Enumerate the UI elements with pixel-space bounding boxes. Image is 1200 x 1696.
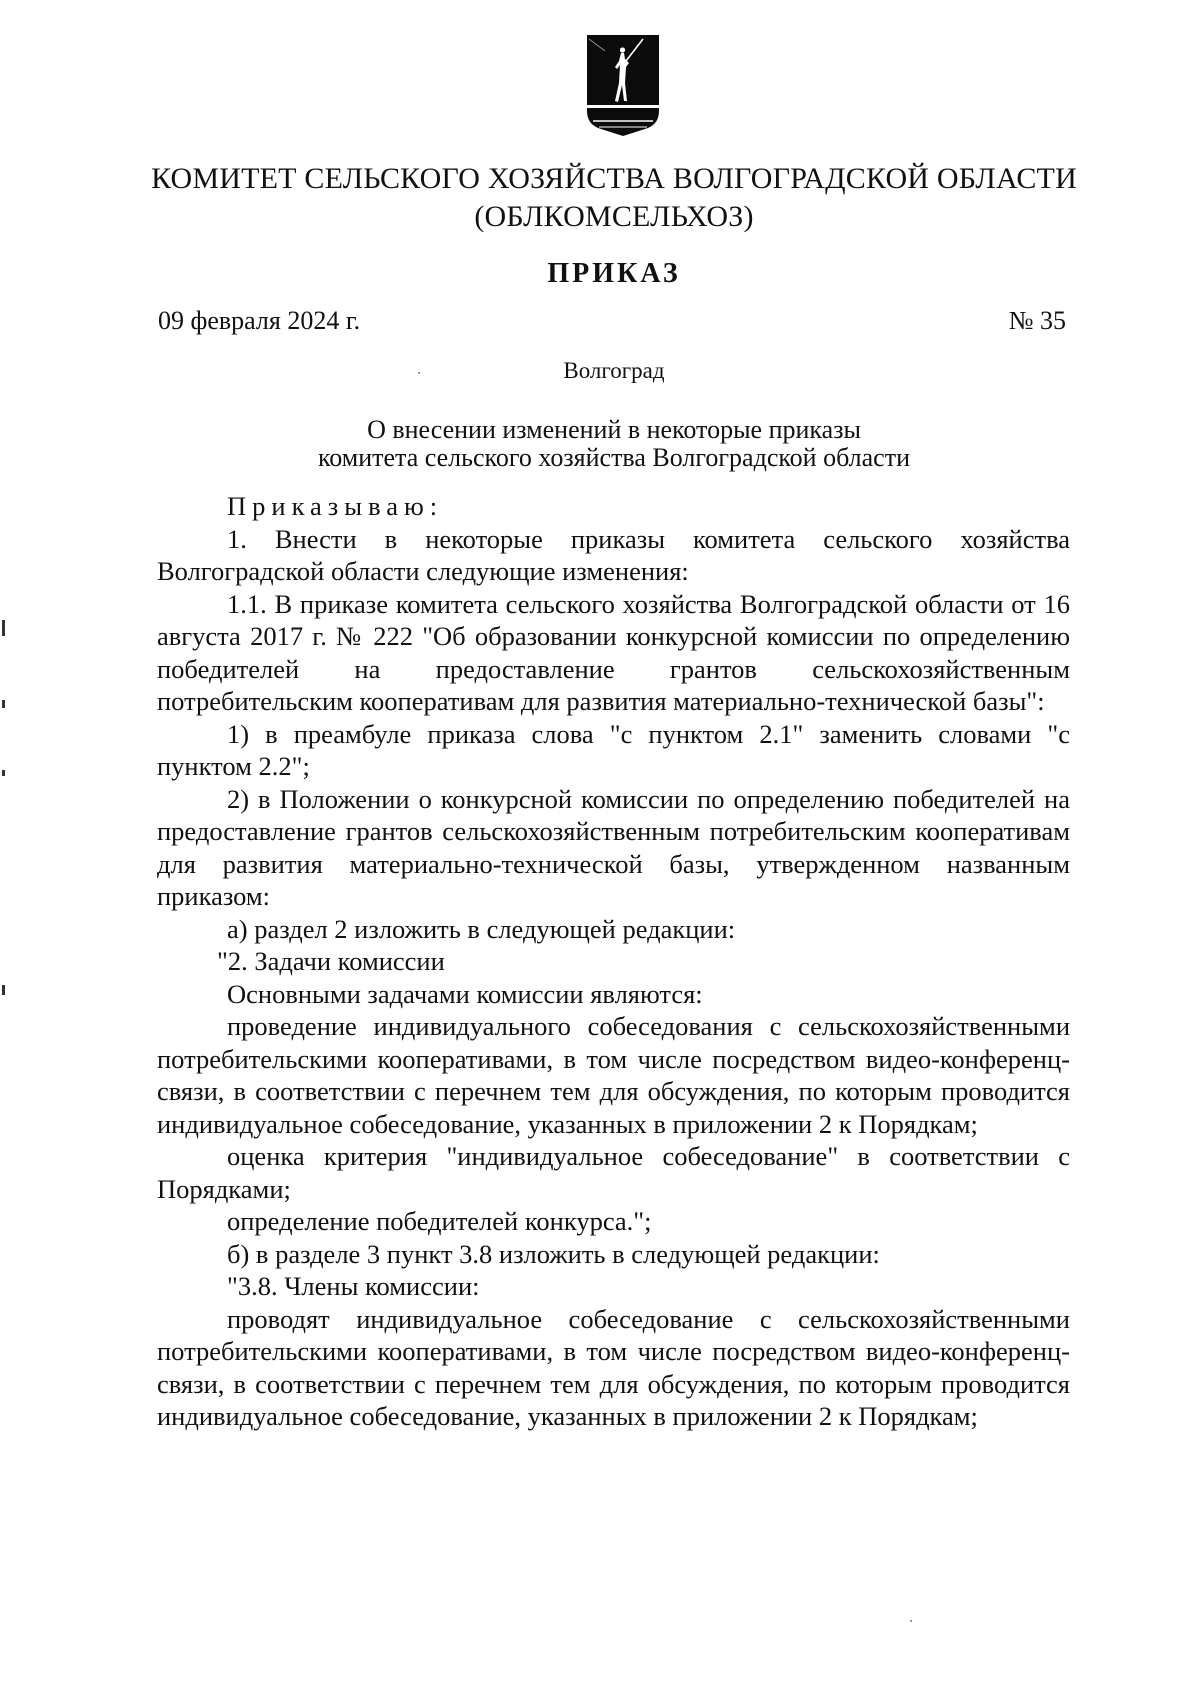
organization-abbreviation: (ОБЛКОМСЕЛЬХОЗ) <box>474 200 754 233</box>
body-paragraph: 1) в преамбуле приказа слова "с пунктом 2.1" заменить словами "с пунктом 2.2"; <box>157 718 1070 781</box>
body-paragraph: а) раздел 2 изложить в следующей редакции: <box>227 913 736 944</box>
subject-line: комитета сельского хозяйства Волгоградской области <box>317 443 911 472</box>
document-type: ПРИКАЗ <box>547 258 681 289</box>
scan-artifact <box>2 620 5 636</box>
body-paragraph: Основными задачами комиссии являются: <box>227 978 703 1009</box>
document-body <box>157 490 1070 1433</box>
body-paragraph: 2) в Положении о конкурсной комиссии по определению победителей на предоставление грантов сельскохозяйственным потребительским кооперативам для развития материально-технической базы, утвержденном названным приказом: <box>157 783 1070 911</box>
body-paragraph: проводят индивидуальное собеседование с сельскохозяйственными потребительскими кооперативами, в том числе посредством видео-конференц-связи, в соответствии с перечнем тем для обсуждения, по которым проводится индивидуальное собеседование, указанных в приложении 2 к Порядкам; <box>157 1303 1070 1431</box>
document-subject <box>14 416 1200 472</box>
body-paragraph: оценка критерия "индивидуальное собеседование" в соответствии с Порядками; <box>157 1141 1070 1204</box>
subject-line: О внесении изменений в некоторые приказы <box>367 415 861 444</box>
document-number: № 35 <box>1008 306 1066 335</box>
scan-artifact <box>418 372 420 374</box>
document-city: Волгоград <box>563 358 665 383</box>
body-paragraph: проведение индивидуального собеседования с сельскохозяйственными потребительскими кооперативами, в том числе посредством видео-конференц-связи, в соответствии с перечнем тем для обсуждения, по которым проводится индивидуальное собеседование, указанных в приложении 2 к Порядкам; <box>157 1011 1070 1139</box>
coat-of-arms-emblem <box>585 33 661 137</box>
body-paragraph: б) в разделе 3 пункт 3.8 изложить в следующей редакции: <box>227 1238 880 1269</box>
body-paragraph: определение победителей конкурса."; <box>227 1206 652 1236</box>
scan-artifact <box>2 770 5 776</box>
body-paragraph: 1.1. В приказе комитета сельского хозяйства Волгоградской области от 16 августа 2017 г. № 222 "Об образовании конкурсной комиссии по определению победителей на предоставление грантов сельскохозяйственным потребительским кооперативам для развития материально-технической базы": <box>157 588 1070 716</box>
organization-name: КОМИТЕТ СЕЛЬСКОГО ХОЗЯЙСТВА ВОЛГОГРАДСКОЙ ОБЛАСТИ <box>151 162 1077 195</box>
order-clause: Приказываю: <box>227 491 444 521</box>
section-heading: "2. Задачи комиссии <box>217 946 445 976</box>
body-paragraph: 1. Внести в некоторые приказы комитета сельского хозяйства Волгоградской области следующие изменения: <box>157 523 1070 586</box>
document-date: 09 февраля 2024 г. <box>158 306 361 335</box>
body-paragraph: "3.8. Члены комиссии: <box>227 1271 480 1301</box>
scan-artifact <box>2 985 5 995</box>
scan-artifact <box>910 1620 912 1622</box>
scan-artifact <box>2 700 5 708</box>
